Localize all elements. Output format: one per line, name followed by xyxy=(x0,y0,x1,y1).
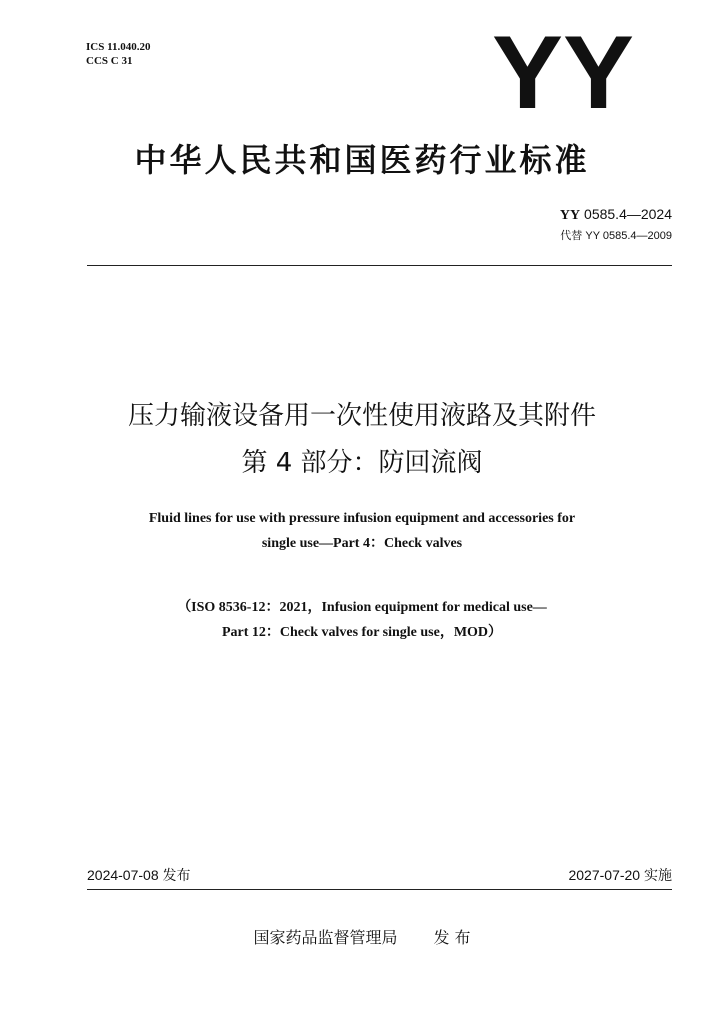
header-divider xyxy=(87,265,672,266)
issuer xyxy=(0,928,724,948)
standard-number xyxy=(560,205,672,225)
classification-codes xyxy=(86,40,151,68)
footer-divider xyxy=(87,889,672,890)
title-en-line2: single use—Part 4：Check valves xyxy=(261,536,463,551)
standard-code: 0585.4—2024 xyxy=(580,206,672,222)
ics-code: ICS 11.040.20 xyxy=(86,41,151,53)
standard-prefix: YY xyxy=(559,208,581,223)
yy-logo xyxy=(490,26,636,114)
yy-logo-text: YY xyxy=(492,26,634,114)
iso-reference-line2: Part 12：Check valves for single use，MOD） xyxy=(221,625,503,640)
issuer-name: 国家药品监督管理局 xyxy=(253,928,398,947)
title-cn-line1: 压力输液设备用一次性使用液路及其附件 xyxy=(127,401,596,431)
issuer-action: 发 布 xyxy=(433,928,471,947)
title-cn-line2: 第 4 部分：防回流阀 xyxy=(241,448,483,478)
ccs-code: CCS C 31 xyxy=(86,55,133,67)
publish-date: 2024-07-08 发布 xyxy=(87,867,191,883)
replaces-standard: 代替 YY 0585.4—2009 xyxy=(560,230,672,242)
title-en-line1: Fluid lines for use with pressure infusion equipment and accessories for xyxy=(148,511,576,526)
org-title: 中华人民共和国医药行业标准 xyxy=(134,141,590,179)
implement-date: 2027-07-20 实施 xyxy=(568,867,672,883)
iso-reference-line1: （ISO 8536-12：2021，Infusion equipment for medical use— xyxy=(177,600,547,615)
